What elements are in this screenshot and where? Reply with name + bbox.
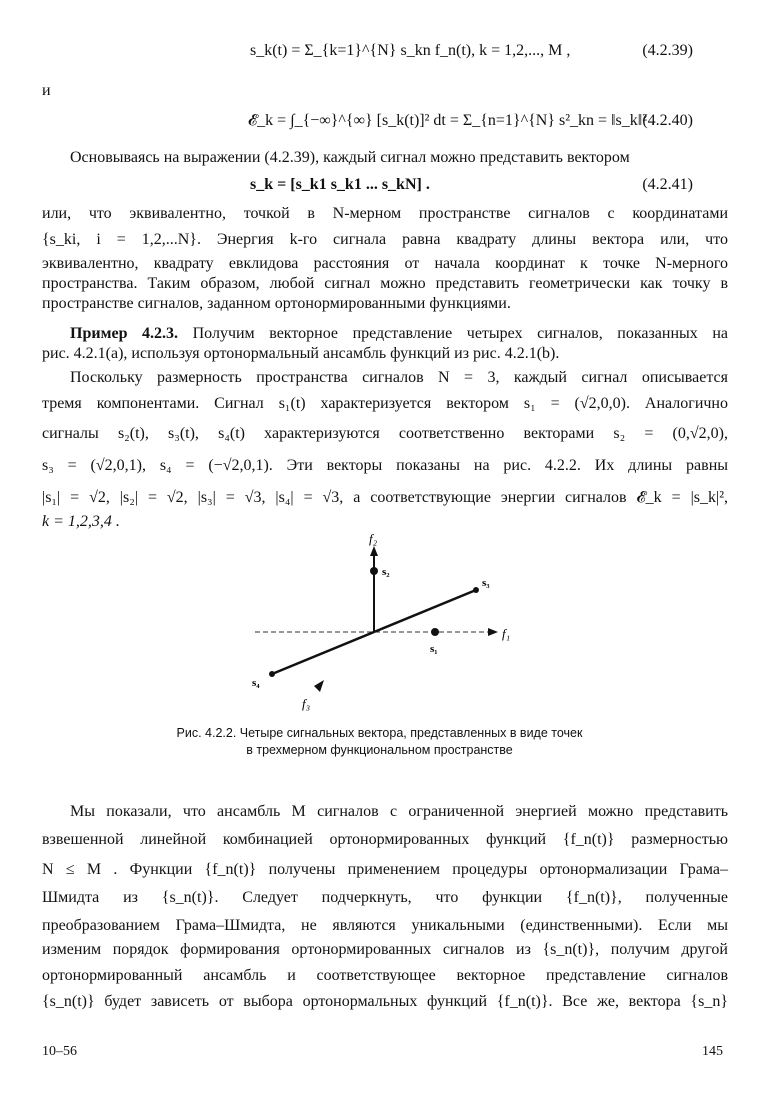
f3-label: f₃	[302, 696, 311, 711]
s2-point	[370, 567, 378, 575]
text-line: Основываясь на выражении (4.2.39), каждый сигнал можно представить вектором	[70, 149, 630, 166]
f1-label: f₁	[502, 626, 511, 641]
example-first-line	[70, 326, 728, 342]
text-line: {s_n(t)} будет зависеть от выбора ортонормальных функций {f_n(t)}. Все же, вектора {s_n}	[42, 993, 728, 1010]
conjunction: и	[42, 82, 51, 99]
equation-number: (4.2.39)	[642, 42, 693, 59]
example-text: Получим векторное представление четырех сигналов, показанных на	[192, 325, 728, 342]
text-line: s₃ = (√2,0,1), s₄ = (−√2,0,1). Эти векторы показаны на рис. 4.2.2. Их длины равны	[42, 457, 728, 474]
f2-label: f₂	[369, 531, 378, 546]
s3-vector	[374, 590, 476, 632]
text-line: сигналы s₂(t), s₃(t), s₄(t) характеризуются соответственно векторами s₂ = (0,√2,0),	[42, 425, 728, 442]
text-line: Шмидта из {s_n(t)}. Следует подчеркнуть, что функции {f_n(t)}, полученные	[42, 889, 728, 906]
s3-label: s₃	[482, 577, 490, 589]
f3-arrowhead	[314, 680, 324, 692]
text-line: взвешенной линейной комбинацией ортонормированных функций {f_n(t)} размерностью	[42, 831, 728, 848]
figure-caption: Рис. 4.2.2. Четыре сигнальных вектора, представленных в виде точек	[176, 726, 583, 740]
s1-label: s₁	[430, 643, 438, 655]
f2-arrowhead	[370, 546, 378, 556]
text-line: |s₁| = √2, |s₂| = √2, |s₃| = √3, |s₄| = √3, а соответствующие энергии сигналов 𝓔_k = |s_k|²,	[42, 489, 728, 506]
s4-label: s₄	[252, 677, 260, 689]
text-line: k = 1,2,3,4 .	[42, 513, 120, 530]
equation-number: (4.2.41)	[642, 176, 693, 193]
s3-point	[473, 587, 479, 593]
footer-signature: 10–56	[42, 1044, 77, 1059]
example-label: Пример 4.2.3.	[70, 325, 179, 342]
text-line: рис. 4.2.1(a), используя ортонормальный ансамбль функций из рис. 4.2.1(b).	[42, 345, 560, 362]
equation-4-2-39: s_k(t) = Σ_{k=1}^{N} s_kn f_n(t), k = 1,2,..., M ,	[250, 42, 571, 59]
s1-point	[431, 628, 439, 636]
equation-4-2-40: 𝓔_k = ∫_{−∞}^{∞} [s_k(t)]² dt = Σ_{n=1}^{N} s²_kn = ‖s_k‖² .	[248, 112, 656, 129]
text-line: эквивалентно, квадрату евклидова расстояния от начала координат к точке N-мерного	[42, 255, 728, 272]
figure-caption: в трехмерном функциональном пространстве	[246, 743, 513, 757]
equation-4-2-41: s_k = [s_k1 s_k1 ... s_kN] .	[250, 176, 430, 193]
equation-number: (4.2.40)	[642, 112, 693, 129]
signal-vector-diagram	[240, 528, 530, 718]
text-line: Мы показали, что ансамбль M сигналов с ограниченной энергией можно представить	[70, 803, 728, 820]
text-line: {s_ki, i = 1,2,...N}. Энергия k-го сигнала равна квадрату длины вектора или, что	[42, 231, 728, 248]
s2-label: s₂	[382, 566, 390, 578]
text-line: или, что эквивалентно, точкой в N-мерном пространстве сигналов с координатами	[42, 205, 728, 222]
text-line: пространства. Таким образом, любой сигнал можно представить геометрически как точку в	[42, 275, 728, 292]
text-line: N ≤ M . Функции {f_n(t)} получены применением процедуры ортонормализации Грама–	[42, 861, 728, 878]
text-line: преобразованием Грама–Шмидта, не являются уникальными (единственными). Если мы	[42, 917, 728, 934]
text-line: тремя компонентами. Сигнал s₁(t) характеризуется вектором s₁ = (√2,0,0). Аналогично	[42, 395, 728, 412]
text-line: ортонормированный ансамбль и соответствующее векторное представление сигналов	[42, 967, 728, 984]
s4-point	[269, 671, 275, 677]
s4-vector	[272, 632, 374, 674]
f1-arrowhead	[488, 628, 498, 636]
text-line: Поскольку размерность пространства сигналов N = 3, каждый сигнал описывается	[70, 369, 728, 386]
text-line: пространстве сигналов, заданном ортонормированными функциями.	[42, 295, 511, 312]
page-number: 145	[702, 1044, 723, 1059]
text-line: изменим порядок формирования ортонормированных сигналов из {s_n(t)}, получим другой	[42, 941, 728, 958]
